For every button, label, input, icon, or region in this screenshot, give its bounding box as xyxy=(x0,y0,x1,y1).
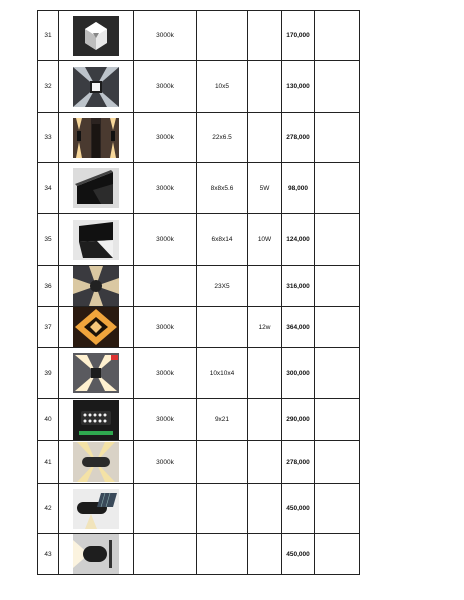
lamp-folded-black-icon xyxy=(73,220,119,260)
color-temperature: 3000k xyxy=(134,11,197,61)
item-number: 39 xyxy=(38,348,59,399)
wattage: 5W xyxy=(248,163,282,214)
price: 130,000 xyxy=(282,61,315,113)
product-table xyxy=(37,10,360,575)
item-number: 36 xyxy=(38,266,59,307)
dimensions: 8x8x5.6 xyxy=(197,163,248,214)
product-image-cell xyxy=(59,441,134,484)
item-number: 33 xyxy=(38,113,59,163)
lamp-square-x-beam-icon xyxy=(73,67,119,107)
color-temperature: 3000k xyxy=(134,441,197,484)
empty-cell xyxy=(315,307,360,348)
wattage xyxy=(248,534,282,575)
empty-cell xyxy=(315,441,360,484)
price: 364,000 xyxy=(282,307,315,348)
price: 300,000 xyxy=(282,348,315,399)
product-image-cell xyxy=(59,484,134,534)
lamp-cross-glow-icon xyxy=(73,266,119,306)
lamp-four-beam-icon xyxy=(73,353,119,393)
dimensions: 10x10x4 xyxy=(197,348,248,399)
table-row xyxy=(38,307,360,348)
dimensions xyxy=(197,11,248,61)
dimensions xyxy=(197,441,248,484)
color-temperature xyxy=(134,534,197,575)
lamp-solar-panel-icon xyxy=(73,489,119,529)
table-row xyxy=(38,399,360,441)
wattage xyxy=(248,266,282,307)
price: 278,000 xyxy=(282,113,315,163)
price: 450,000 xyxy=(282,484,315,534)
table-row xyxy=(38,534,360,575)
color-temperature: 3000k xyxy=(134,214,197,266)
wattage xyxy=(248,484,282,534)
empty-cell xyxy=(315,399,360,441)
item-number: 32 xyxy=(38,61,59,113)
dimensions: 23X5 xyxy=(197,266,248,307)
color-temperature: 3000k xyxy=(134,348,197,399)
item-number: 43 xyxy=(38,534,59,575)
product-image-cell xyxy=(59,266,134,307)
empty-cell xyxy=(315,214,360,266)
dimensions: 22x6.5 xyxy=(197,113,248,163)
empty-cell xyxy=(315,348,360,399)
color-temperature xyxy=(134,484,197,534)
wattage xyxy=(248,348,282,399)
wattage xyxy=(248,11,282,61)
wattage xyxy=(248,113,282,163)
price: 98,000 xyxy=(282,163,315,214)
item-number: 41 xyxy=(38,441,59,484)
color-temperature xyxy=(134,266,197,307)
product-image-cell xyxy=(59,163,134,214)
product-image-cell xyxy=(59,61,134,113)
empty-cell xyxy=(315,534,360,575)
lamp-pill-fan-beam-icon xyxy=(73,442,119,482)
lamp-dotted-panel-icon xyxy=(73,400,119,440)
item-number: 37 xyxy=(38,307,59,348)
item-number: 40 xyxy=(38,399,59,441)
dimensions xyxy=(197,534,248,575)
product-image-cell xyxy=(59,307,134,348)
color-temperature: 3000k xyxy=(134,163,197,214)
product-table-body xyxy=(38,11,360,575)
empty-cell xyxy=(315,61,360,113)
item-number: 35 xyxy=(38,214,59,266)
wattage xyxy=(248,61,282,113)
price: 450,000 xyxy=(282,534,315,575)
wattage xyxy=(248,441,282,484)
table-row xyxy=(38,113,360,163)
color-temperature: 3000k xyxy=(134,113,197,163)
item-number: 31 xyxy=(38,11,59,61)
empty-cell xyxy=(315,11,360,61)
empty-cell xyxy=(315,113,360,163)
wattage xyxy=(248,399,282,441)
dimensions: 10x5 xyxy=(197,61,248,113)
price: 124,000 xyxy=(282,214,315,266)
dimensions: 6x8x14 xyxy=(197,214,248,266)
table-row xyxy=(38,348,360,399)
product-image-cell xyxy=(59,348,134,399)
empty-cell xyxy=(315,163,360,214)
item-number: 34 xyxy=(38,163,59,214)
wattage: 12w xyxy=(248,307,282,348)
color-temperature: 3000k xyxy=(134,61,197,113)
price: 290,000 xyxy=(282,399,315,441)
lamp-cube-diamond-icon xyxy=(73,16,119,56)
table-row xyxy=(38,214,360,266)
dimensions xyxy=(197,307,248,348)
product-image-cell xyxy=(59,214,134,266)
product-image-cell xyxy=(59,399,134,441)
table-row xyxy=(38,441,360,484)
color-temperature: 3000k xyxy=(134,399,197,441)
table-row xyxy=(38,163,360,214)
table-row xyxy=(38,266,360,307)
empty-cell xyxy=(315,484,360,534)
lamp-star-diamond-icon xyxy=(73,307,119,347)
lamp-angled-black-icon xyxy=(73,168,119,208)
item-number: 42 xyxy=(38,484,59,534)
price: 170,000 xyxy=(282,11,315,61)
product-image-cell xyxy=(59,11,134,61)
table-row xyxy=(38,61,360,113)
wattage: 10W xyxy=(248,214,282,266)
table-row xyxy=(38,484,360,534)
color-temperature: 3000k xyxy=(134,307,197,348)
table-row xyxy=(38,11,360,61)
product-image-cell xyxy=(59,113,134,163)
lamp-pill-side-icon xyxy=(73,534,119,574)
price: 316,000 xyxy=(282,266,315,307)
price: 278,000 xyxy=(282,441,315,484)
dimensions: 9x21 xyxy=(197,399,248,441)
empty-cell xyxy=(315,266,360,307)
product-image-cell xyxy=(59,534,134,575)
lamp-corridor-up-down-icon xyxy=(73,118,119,158)
dimensions xyxy=(197,484,248,534)
